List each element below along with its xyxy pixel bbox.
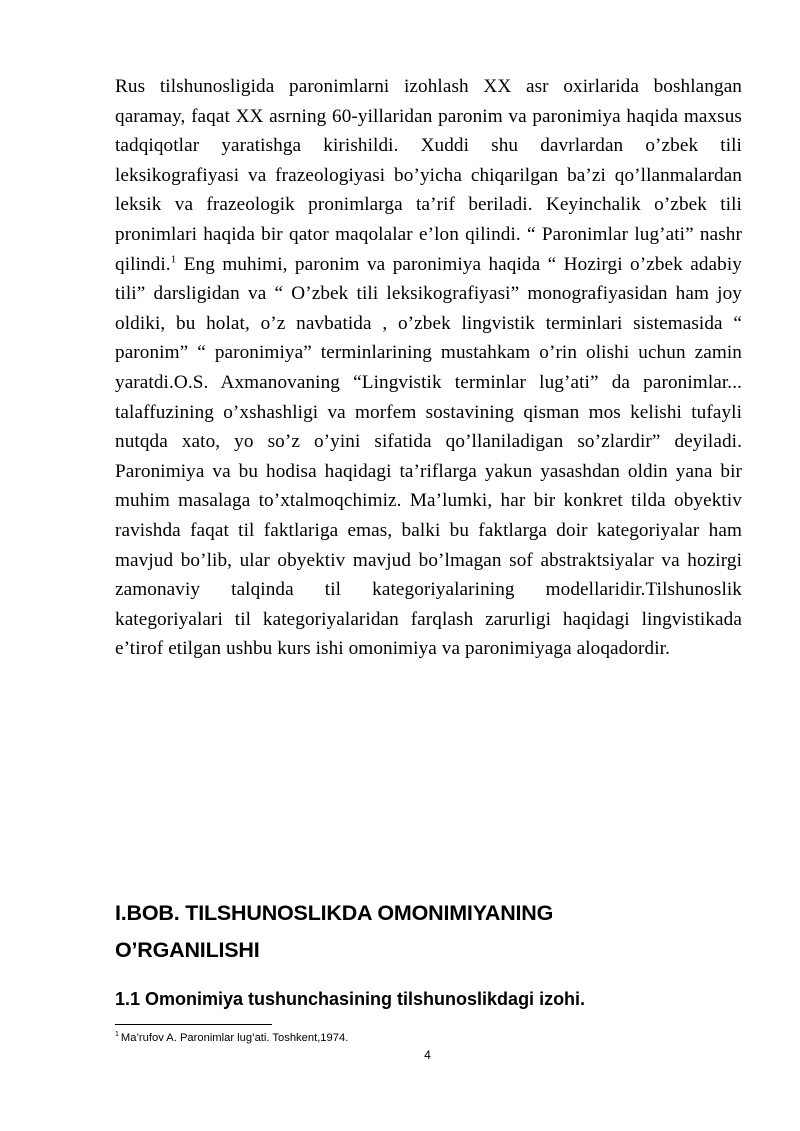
chapter-title-line2: O’RGANILISHI <box>115 938 260 962</box>
chapter-title <box>115 895 675 969</box>
body-paragraph-part1: Rus tilshunosligida paronimlarni izohlash XX asr oxirlarida boshlangan qaramay, faqat XX asrning 60-yillaridan paronim va paronimiya haqida maxsus tadqiqotlar yaratishga kirishildi. Xuddi shu davrlardan o’zbek tili leksikografiyasi va frazeologiyasi bo’yicha chiqarilgan ba’zi qo’llanmalardan leksik va frazeologik pronimlarga ta’rif beriladi. Keyinchalik o’zbek tili pronimlari haqida bir qator maqolalar e’lon qilindi. “ Paronimlar lug’ati” nashr qilindi. <box>115 76 742 275</box>
chapter-title-line1: I.BOB. TILSHUNOSLIKDA OMONIMIYANING <box>115 901 554 925</box>
footnote-divider <box>115 1024 272 1025</box>
page-number: 4 <box>424 1048 431 1062</box>
footnote <box>115 1030 348 1046</box>
body-paragraph <box>115 72 742 664</box>
section-title: 1.1 Omonimiya tushunchasining tilshunoslikdagi izohi. <box>115 989 586 1009</box>
footnote-number: 1 <box>115 1031 119 1039</box>
body-paragraph-part2: Eng muhimi, paronim va paronimiya haqida “ Hozirgi o’zbek adabiy tili” darsligidan va “ O’zbek tili leksikografiyasi” monografiyasidan ham joy oldiki, bu holat, o’z navbatida , o’zbek lingvistik terminlari sistemasida “ paronim” “ paronimiya” terminlarining mustahkam o’rin olishi uchun zamin yaratdi.O.S. Axmanovaning “Lingvistik terminlar lug’ati” da paronimlar... talaffuzining o’xshashligi va morfem sostavining qisman mos kelishi tufayli nutqda xato, yo so’z o’yini sifatida qo’llaniladigan so’zlardir” deyiladi. Paronimiya va bu hodisa haqidagi ta’riflarga yakun yasashdan oldin yana bir muhim masalaga to’xtalmoqchimiz. Ma’lumki, har bir konkret tilda obyektiv ravishda faqat til faktlariga emas, balki bu faktlarga doir kategoriyalar ham mavjud bo’lib, ular obyektiv mavjud bo’lmagan sof abstraktsiyalar va hozirgi zamonaviy talqinda til kategoriyalarining modellaridir.Tilshunoslik kategoriyalari til kategoriyalaridan farqlash zarurligi haqidagi lingvistikada e’tirof etilgan ushbu kurs ishi omonimiya va paronimiyaga aloqadordir. <box>115 253 742 660</box>
footnote-text: Ma’rufov A. Paronimlar lug’ati. Toshkent,1974. <box>120 1032 349 1044</box>
footnote-reference: 1 <box>170 253 177 266</box>
